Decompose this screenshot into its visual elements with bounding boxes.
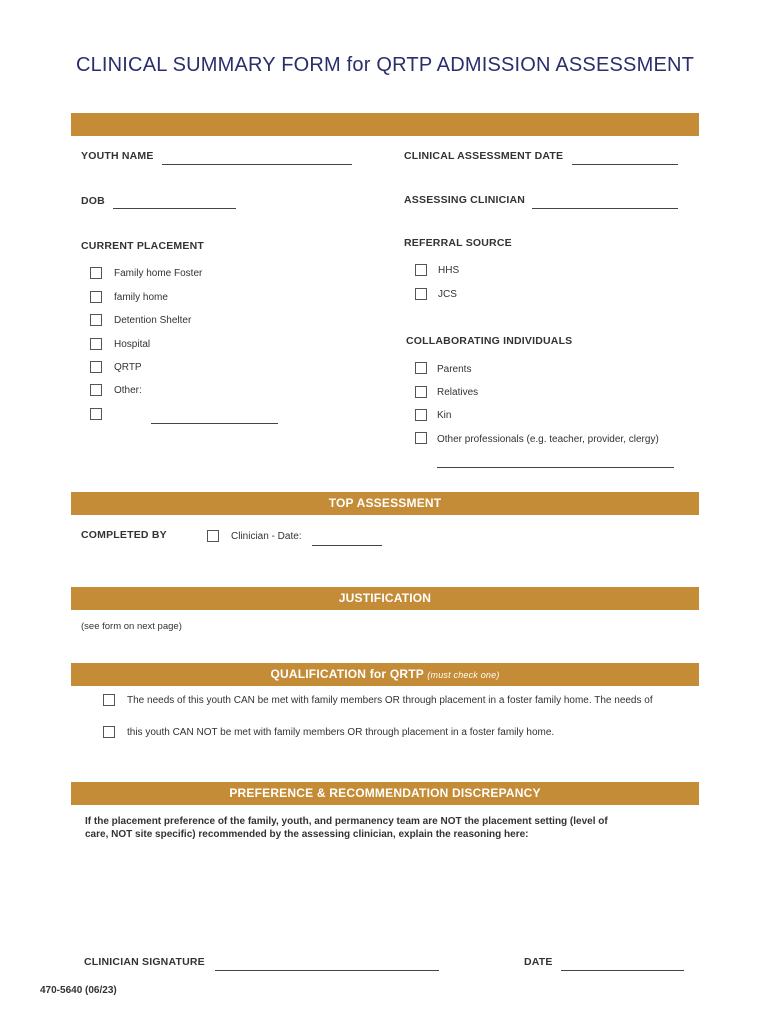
clinician-signature-label: CLINICIAN SIGNATURE [84,956,205,968]
assessment-date-field[interactable] [572,164,678,165]
header-bar [71,113,699,136]
qualification-option: The needs of this youth CAN be met with family members OR through placement in a foster family home. The needs of [127,695,653,706]
placement-checkbox[interactable] [90,291,102,303]
qualification-checkbox[interactable] [103,726,115,738]
referral-option: HHS [438,265,460,276]
clinician-date-label: Clinician - Date: [231,531,302,542]
signature-date-field[interactable] [561,970,684,971]
referral-source-label: REFERRAL SOURCE [404,237,512,249]
collaborating-option: Other professionals (e.g. teacher, provider, clergy) [437,434,659,445]
collaborating-checkbox[interactable] [415,409,427,421]
youth-name-label: YOUTH NAME [81,150,154,162]
placement-checkbox[interactable] [90,267,102,279]
placement-checkbox[interactable] [90,338,102,350]
clinician-checkbox[interactable] [207,530,219,542]
top-assessment-bar [71,492,699,515]
other-placement-field[interactable] [151,423,278,424]
preference-text-line2: care, NOT site specific) recommended by the assessing clinician, explain the reasoning here: [85,829,529,840]
current-placement-label: CURRENT PLACEMENT [81,240,204,252]
other-professionals-field[interactable] [437,467,674,468]
qualification-header-note: (must check one) [427,670,500,680]
signature-date-label: DATE [524,956,553,968]
placement-option: Hospital [114,339,151,350]
form-number: 470-5640 (06/23) [40,985,117,996]
qualification-header: QUALIFICATION for QRTP [270,667,424,681]
youth-name-field[interactable] [162,164,352,165]
placement-option: Detention Shelter [114,315,192,326]
top-assessment-header: TOP ASSESSMENT [328,496,442,510]
preference-text-line1: If the placement preference of the family, youth, and permanency team are NOT the placement setting (level of [85,816,608,827]
referral-option: JCS [438,289,457,300]
preference-header: PREFERENCE & RECOMMENDATION DISCREPANCY [229,786,541,800]
placement-option: family home [114,292,168,303]
form-title: CLINICAL SUMMARY FORM for QRTP ADMISSION ASSESSMENT [75,54,695,76]
preference-explanation-area[interactable] [85,846,685,946]
completed-by-label: COMPLETED BY [81,529,167,541]
collaborating-checkbox[interactable] [415,362,427,374]
justification-note: (see form on next page) [81,621,182,632]
assessing-clinician-label: ASSESSING CLINICIAN [404,194,526,206]
clinician-signature-field[interactable] [215,970,439,971]
placement-checkbox[interactable] [90,384,102,396]
qualification-checkbox[interactable] [103,694,115,706]
dob-field[interactable] [113,208,236,209]
placement-option: Family home Foster [114,268,203,279]
clinician-date-field[interactable] [312,545,382,546]
assessing-clinician-field[interactable] [532,208,678,209]
justification-header: JUSTIFICATION [338,591,432,605]
placement-checkbox[interactable] [90,408,102,420]
qualification-option: this youth CAN NOT be met with family members OR through placement in a foster family home. [127,727,555,738]
collaborating-option: Relatives [437,387,479,398]
collaborating-checkbox[interactable] [415,386,427,398]
qualification-header-wrap [71,667,699,681]
dob-label: DOB [81,195,105,207]
placement-checkbox[interactable] [90,314,102,326]
collaborating-option: Parents [437,364,472,375]
placement-option: QRTP [114,362,142,373]
collaborating-label: COLLABORATING INDIVIDUALS [406,335,573,347]
assessment-date-label: CLINICAL ASSESSMENT DATE [404,150,564,162]
qualification-bar [71,663,699,686]
referral-checkbox[interactable] [415,264,427,276]
collaborating-option: Kin [437,410,452,421]
preference-bar [71,782,699,805]
justification-bar [71,587,699,610]
placement-checkbox[interactable] [90,361,102,373]
referral-checkbox[interactable] [415,288,427,300]
placement-option: Other: [114,385,142,396]
collaborating-checkbox[interactable] [415,432,427,444]
